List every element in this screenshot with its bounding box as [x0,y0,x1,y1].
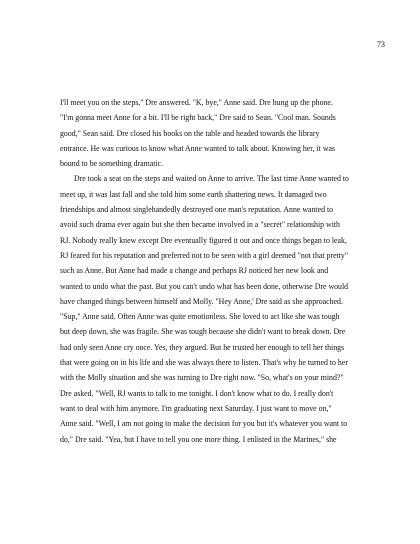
text-line: want to deal with him anymore. I'm graduating next Saturday. I just want to move on," [60,403,332,413]
text-line: "I'm gonna meet Anne for a bit. I'll be right back," Dre said to Sean. "Cool man. Sounds [60,113,336,123]
text-line: that were going on in his life and she was always there to listen. That's why he turned to her [60,358,348,368]
text-line: Anne said. "Well, I am not going to make the decision for you but it's whatever you want to [60,419,348,429]
text-line: "Sup," Anne said. Often Anne was quite emotionless. She loved to act like she was tough [60,312,340,322]
body-text [60,95,390,447]
text-line: with the Molly situation and she was turning to Dre right now. "So, what's on your mind?" [60,373,344,383]
text-line: friendships and almost singlehandedly destroyed one man's reputation. Anne wanted to [60,205,334,215]
text-line: wanted to undo what the past. But you can't undo what has been done, otherwise Dre would [60,281,349,291]
page-number: 73 [376,40,385,49]
text-line: meet up, it was last fall and she told him some earth shattering news. It damaged two [60,189,327,199]
text-line: entrance. He was curious to know what Anne wanted to talk about. Knowing her, it was [60,143,336,153]
text-line: such as Anne. But Anne had made a change and perhaps RJ noticed her new look and [60,266,329,276]
text-line: RJ. Nobody really knew except Dre eventually figured it out and once things began to leak, [60,235,347,245]
text-line: bound to be something dramatic. [60,159,164,169]
text-line: avoid such drama ever again but she then became involved in a "secret" relationship with [60,220,340,230]
text-line: RJ feared for his reputation and preferred not to be seen with a girl deemed "not that pretty" [60,250,349,260]
text-line: have changed things between himself and Molly. "Hey Anne,' Dre said as she approached. [60,296,343,306]
text-line: had only seen Anne cry once. Yes, they argued. But he trusted her enough to tell her things [60,342,345,352]
text-line: Dre asked. "Well, RJ wants to talk to me tonight. I don't know what to do. I really don't [60,388,334,398]
text-line: I'll meet you on the steps," Dre answered. "K, bye," Anne said. Dre hung up the phone. [60,98,333,107]
text-line: Dre took a seat on the steps and waited on Anne to arrive. The last time Anne wanted to [74,174,349,184]
text-line: do," Dre said. "Yea, but I have to tell you one more thing. I enlisted in the Marines," she [60,434,337,444]
text-line: good," Sean said. Dre closed his books on the table and headed towards the library [60,128,320,138]
text-line: but deep down, she was fragile. She was tough because she didn't want to break down. Dre [60,327,346,337]
